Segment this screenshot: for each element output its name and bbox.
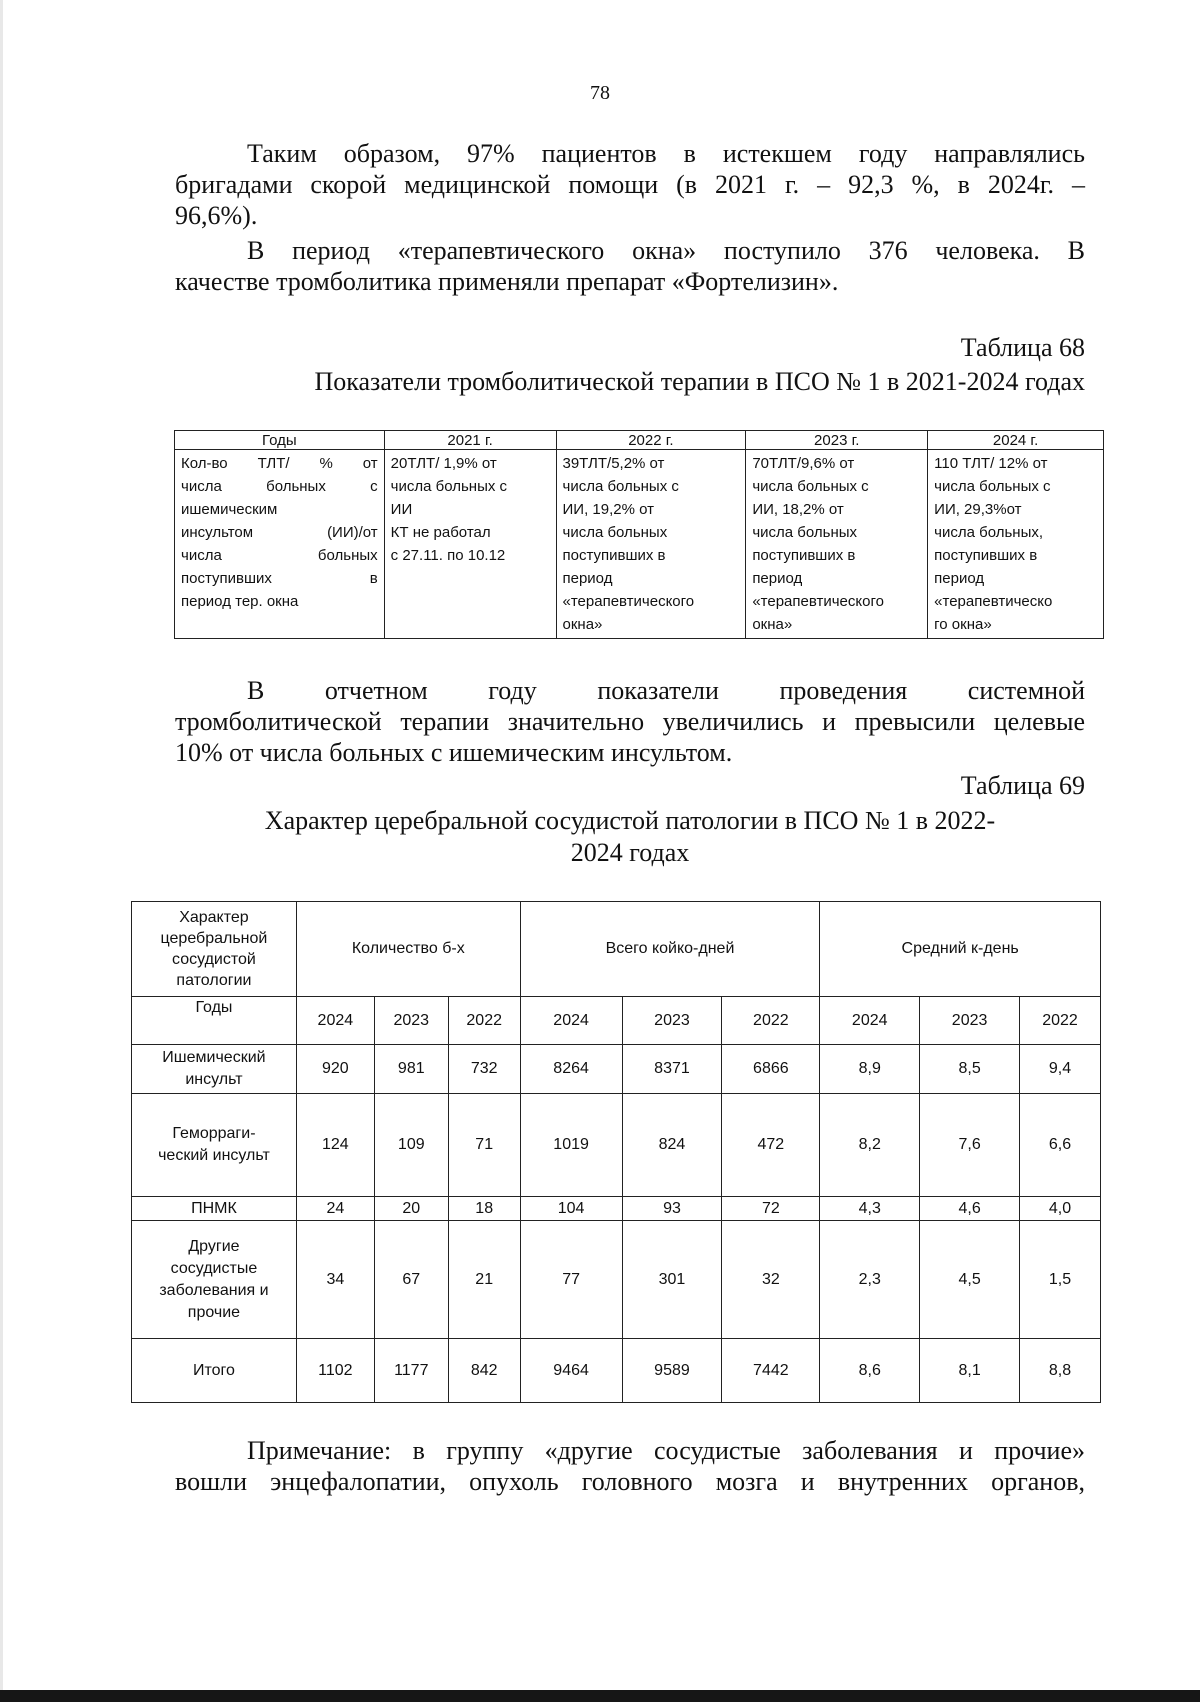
table-69-label: Таблица 69 <box>960 771 1085 800</box>
text-line: 10% от числа больных с ишемическим инсультом. <box>175 738 733 767</box>
table-68 <box>174 430 1104 639</box>
text-line: бригадами скорой медицинской помощи (в 2021 г. – 92,3 %, в 2024г. – <box>175 170 1085 199</box>
cell-line: «терапевтическо <box>934 593 1053 610</box>
value-cell: 104 <box>520 1197 622 1221</box>
text-line: В отчетном году показатели проведения системной <box>247 676 1085 705</box>
table-row <box>132 1197 1101 1221</box>
year-cell: 2024 <box>820 997 920 1045</box>
value-cell: 9,4 <box>1020 1045 1101 1094</box>
text-line: тромболитической терапии значительно увеличились и превысили целевые <box>175 707 1085 736</box>
header-2022: 2022 г. <box>556 431 746 450</box>
row-label <box>132 1197 297 1221</box>
value-cell: 77 <box>520 1221 622 1339</box>
header-patient-count: Количество б-х <box>296 902 520 997</box>
value-cell: 4,0 <box>1020 1197 1101 1221</box>
label-line: Итого <box>192 1361 235 1379</box>
paragraph-note <box>175 1435 1085 1497</box>
group-header-row <box>132 902 1101 997</box>
table-row <box>132 1045 1101 1094</box>
table-68-title: Показатели тромболитической терапии в ПСО № 1 в 2021-2024 годах <box>314 367 1085 396</box>
value-cell: 109 <box>374 1094 448 1197</box>
value-cell: 8,9 <box>820 1045 920 1094</box>
cell-line: «терапевтического <box>562 593 695 610</box>
value-cell: 8371 <box>622 1045 722 1094</box>
value-cell: 7442 <box>722 1339 820 1403</box>
year-cell: 2023 <box>374 997 448 1045</box>
value-cell: 732 <box>448 1045 520 1094</box>
value-cell: 981 <box>374 1045 448 1094</box>
cell-line: окна» <box>752 616 793 633</box>
years-row <box>132 997 1101 1045</box>
label-line: Геморраги- <box>172 1125 256 1142</box>
label-line: сосудистые <box>170 1259 258 1277</box>
value-cell: 72 <box>722 1197 820 1221</box>
value-cell: 4,3 <box>820 1197 920 1221</box>
scan-left-edge <box>0 0 3 1702</box>
cell-line: числа больных с <box>390 478 508 495</box>
header-bed-days: Всего койко-дней <box>520 902 820 997</box>
cell-line: ИИ <box>390 501 413 518</box>
header-2021: 2021 г. <box>384 431 556 450</box>
value-cell: 6,6 <box>1020 1094 1101 1197</box>
cell-line: Кол-во ТЛТ/ % от <box>181 455 378 472</box>
year-cell: 2022 <box>722 997 820 1045</box>
value-cell: 20 <box>374 1197 448 1221</box>
cell-line: ишемическим <box>181 501 278 518</box>
cell-line: 20ТЛТ/ 1,9% от <box>390 455 497 472</box>
row-label <box>132 1221 297 1339</box>
cell-line: поступивших в <box>752 547 856 564</box>
table-header-row <box>175 431 1104 450</box>
value-cell: 8,6 <box>820 1339 920 1403</box>
value-cell: 920 <box>296 1045 374 1094</box>
paragraph-2 <box>175 235 1085 297</box>
text-line: Таким образом, 97% пациентов в истекшем году направлялись <box>247 139 1085 168</box>
table-69-title <box>175 805 1085 869</box>
cell-line: го окна» <box>934 616 992 633</box>
value-cell: 842 <box>448 1339 520 1403</box>
header-avg-bed-day: Средний к-день <box>820 902 1101 997</box>
cell-line: с 27.11. по 10.12 <box>390 547 506 564</box>
table-row <box>175 450 1104 639</box>
value-cell: 301 <box>622 1221 722 1339</box>
row-label <box>132 1339 297 1403</box>
value-cell: 34 <box>296 1221 374 1339</box>
value-cell: 8,2 <box>820 1094 920 1197</box>
cell-line: период <box>934 570 985 587</box>
corner-line: сосудистой <box>172 951 256 968</box>
year-cell: 2023 <box>920 997 1020 1045</box>
corner-line: патологии <box>176 972 252 989</box>
value-cell: 8,1 <box>920 1339 1020 1403</box>
cell-2024 <box>928 450 1104 639</box>
cell-line: 39ТЛТ/5,2% от <box>562 455 665 472</box>
text-line: вошли энцефалопатии, опухоль головного мозга и внутренних органов, <box>175 1467 1085 1496</box>
value-cell: 21 <box>448 1221 520 1339</box>
cell-line: ИИ, 19,2% от <box>562 501 654 518</box>
value-cell: 18 <box>448 1197 520 1221</box>
value-cell: 24 <box>296 1197 374 1221</box>
corner-line: церебральной <box>160 930 268 947</box>
label-line: прочие <box>187 1303 241 1321</box>
row-label <box>132 1094 297 1197</box>
label-line: Другие <box>188 1237 240 1255</box>
cell-line: числа больных <box>181 547 378 564</box>
cell-line: числа больных с <box>934 478 1051 495</box>
cell-line: поступивших в <box>562 547 666 564</box>
year-cell: 2024 <box>520 997 622 1045</box>
year-cell: 2022 <box>1020 997 1101 1045</box>
value-cell: 4,6 <box>920 1197 1020 1221</box>
text-line: качестве тромболитика применяли препарат «Фортелизин». <box>175 267 839 296</box>
cell-line: поступивших в <box>181 570 378 587</box>
value-cell: 9589 <box>622 1339 722 1403</box>
cell-2023 <box>746 450 928 639</box>
row-label <box>132 1045 297 1094</box>
header-2024: 2024 г. <box>928 431 1104 450</box>
value-cell: 7,6 <box>920 1094 1020 1197</box>
years-label: Годы <box>132 997 297 1045</box>
label-line: заболевания и <box>159 1281 269 1299</box>
cell-line: числа больных <box>562 524 668 541</box>
cell-line: числа больных <box>752 524 858 541</box>
cell-2021 <box>384 450 556 639</box>
cell-line: период тер. окна <box>181 593 299 610</box>
value-cell: 1177 <box>374 1339 448 1403</box>
cell-line: период <box>752 570 803 587</box>
cell-line: числа больных с <box>752 478 869 495</box>
text-line: 96,6%). <box>175 201 258 230</box>
value-cell: 6866 <box>722 1045 820 1094</box>
value-cell: 32 <box>722 1221 820 1339</box>
title-line: 2024 годах <box>570 838 690 867</box>
table-68-label: Таблица 68 <box>960 333 1085 362</box>
year-cell: 2022 <box>448 997 520 1045</box>
text-line: Примечание: в группу «другие сосудистые заболевания и прочие» <box>247 1436 1085 1465</box>
year-cell: 2024 <box>296 997 374 1045</box>
cell-line: ИИ, 29,3%от <box>934 501 1022 518</box>
cell-2022 <box>556 450 746 639</box>
cell-line: инсультом (ИИ)/от <box>181 524 378 541</box>
paragraph-3 <box>175 675 1085 768</box>
cell-line: числа больных с <box>181 478 378 495</box>
table-row <box>132 1221 1101 1339</box>
cell-line: КТ не работал <box>390 524 491 541</box>
label-line: инсульт <box>185 1071 243 1088</box>
value-cell: 2,3 <box>820 1221 920 1339</box>
corner-header <box>132 902 297 997</box>
title-line: Характер церебральной сосудистой патологии в ПСО № 1 в 2022- <box>264 806 996 835</box>
cell-line: ИИ, 18,2% от <box>752 501 844 518</box>
value-cell: 472 <box>722 1094 820 1197</box>
year-cell: 2023 <box>622 997 722 1045</box>
cell-line: «терапевтического <box>752 593 884 610</box>
header-2023: 2023 г. <box>746 431 928 450</box>
corner-line: Характер <box>179 909 249 926</box>
value-cell: 8,5 <box>920 1045 1020 1094</box>
table-69 <box>131 901 1101 1403</box>
paragraph-1 <box>175 138 1085 231</box>
value-cell: 71 <box>448 1094 520 1197</box>
row-label-cell <box>175 450 385 639</box>
table-row <box>132 1094 1101 1197</box>
cell-line: 110 ТЛТ/ 12% от <box>934 455 1048 472</box>
label-line: ПНМК <box>191 1199 237 1217</box>
value-cell: 93 <box>622 1197 722 1221</box>
cell-line: числа больных с <box>562 478 679 495</box>
value-cell: 9464 <box>520 1339 622 1403</box>
value-cell: 1102 <box>296 1339 374 1403</box>
value-cell: 1,5 <box>1020 1221 1101 1339</box>
cell-line: поступивших в <box>934 547 1038 564</box>
header-years: Годы <box>175 431 385 450</box>
value-cell: 4,5 <box>920 1221 1020 1339</box>
page-number: 78 <box>590 82 610 104</box>
cell-line: 70ТЛТ/9,6% от <box>752 455 855 472</box>
table-row-total <box>132 1339 1101 1403</box>
value-cell: 8264 <box>520 1045 622 1094</box>
label-line: Ишемический <box>162 1049 266 1066</box>
value-cell: 824 <box>622 1094 722 1197</box>
scan-bottom-edge <box>0 1690 1200 1702</box>
value-cell: 67 <box>374 1221 448 1339</box>
label-line: ческий инсульт <box>158 1147 270 1164</box>
cell-line: окна» <box>562 616 603 633</box>
value-cell: 8,8 <box>1020 1339 1101 1403</box>
cell-line: числа больных, <box>934 524 1044 541</box>
text-line: В период «терапевтического окна» поступило 376 человека. В <box>247 236 1085 265</box>
value-cell: 124 <box>296 1094 374 1197</box>
cell-line: период <box>562 570 613 587</box>
value-cell: 1019 <box>520 1094 622 1197</box>
